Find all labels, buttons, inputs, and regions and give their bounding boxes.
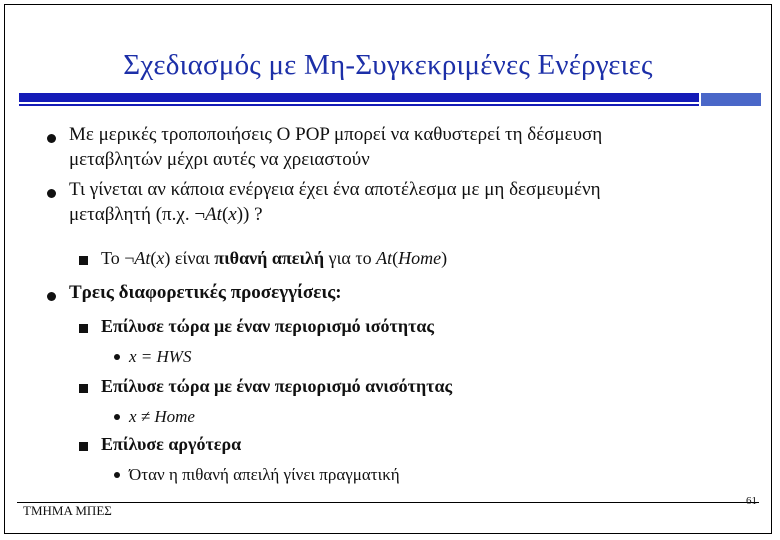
text-run: At (134, 248, 151, 268)
text-run: x (228, 204, 237, 225)
sub-bullet-square (79, 384, 88, 393)
bullet-2-line-2 (69, 203, 749, 227)
bullet-1-line-2: μεταβλητών μέχρι αυτές να χρειαστούν (69, 149, 370, 170)
title-rule-thin (19, 104, 699, 106)
approach-3: Επίλυσε αργότερα (101, 434, 242, 454)
text-run: πιθανή απειλή (214, 248, 325, 268)
sub-bullet-square (79, 442, 88, 451)
approach-2: Επίλυσε τώρα με έναν περιορισμό ανισότητας (101, 376, 453, 396)
text-run: At (376, 248, 393, 268)
text-run: ( (221, 204, 229, 225)
text-run: ( (150, 248, 157, 268)
bullet-dot (47, 134, 56, 143)
detail-dot (114, 354, 120, 360)
bullet-dot (47, 292, 56, 301)
footer-divider (17, 502, 759, 503)
text-run: ) είναι (164, 248, 215, 268)
bullet-2-sub (101, 246, 447, 270)
text-run: ( (392, 248, 399, 268)
title-rule-thick (19, 93, 699, 102)
text-run: Home (398, 248, 442, 268)
bullet-3: Τρεις διαφορετικές προσεγγίσεις: (69, 282, 342, 303)
detail-dot (114, 414, 120, 420)
approach-1: Επίλυσε τώρα με έναν περιορισμό ισότητας (101, 316, 435, 336)
title-accent-box (701, 93, 761, 106)
text-run: At (205, 204, 222, 225)
text-run: x (156, 248, 165, 268)
text-run: μεταβλητή (π.χ. ¬ (69, 204, 206, 225)
text-run: Το ¬ (101, 248, 135, 268)
page-number: 61 (746, 495, 757, 507)
approach-3-detail: Όταν η πιθανή απειλή γίνει πραγματική (129, 465, 400, 484)
bullet-dot (47, 189, 56, 198)
text-run: )) ? (236, 204, 263, 225)
bullet-2-line-1: Τι γίνεται αν κάποια ενέργεια έχει ένα αποτέλεσμα με μη δεσμευμένη (69, 179, 601, 200)
text-run: για το (324, 248, 377, 268)
text-run: ) (441, 248, 448, 268)
slide (4, 4, 772, 534)
footer-department: ΤΜΗΜΑ ΜΠΕΣ (23, 503, 112, 518)
sub-bullet-square (79, 324, 88, 333)
bullet-1-line-1: Με μερικές τροποποιήσεις Ο POP μπορεί να καθυστερεί τη δέσμευση (69, 124, 603, 145)
slide-title: Σχεδιασμός με Μη-Συγκεκριμένες Ενέργειες (123, 49, 653, 81)
approach-2-detail: x ≠ Home (129, 407, 195, 426)
approach-1-detail: x = HWS (129, 347, 192, 366)
sub-bullet-square (79, 256, 88, 265)
detail-dot (114, 472, 120, 478)
